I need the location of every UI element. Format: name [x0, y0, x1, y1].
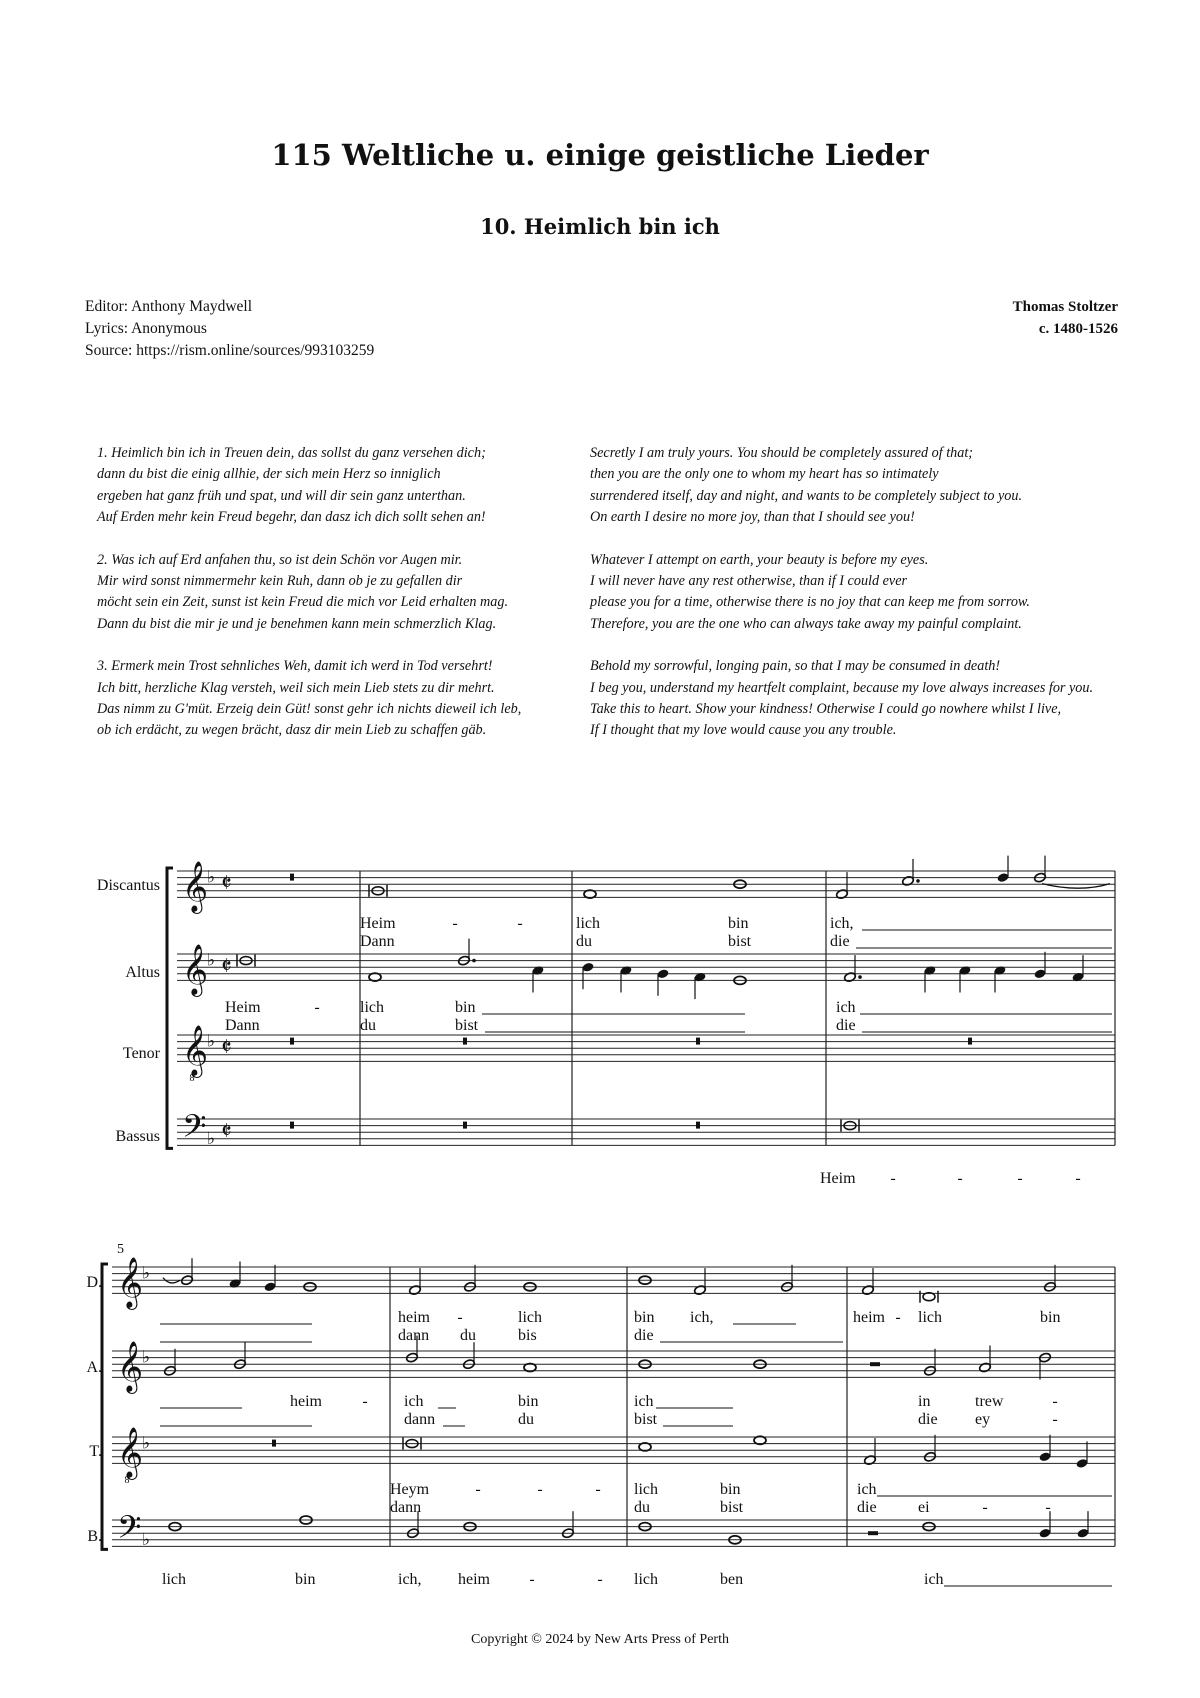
treble-clef-icon: 𝄞: [117, 1342, 144, 1391]
lyric-syllable: ich: [857, 1481, 877, 1498]
lyric-syllable: lich: [518, 1309, 542, 1326]
editor-credit: Editor: Anthony Maydwell: [85, 298, 253, 315]
lyricist-credit: Lyrics: Anonymous: [85, 320, 207, 337]
lyric-syllable: bin: [1040, 1309, 1061, 1326]
lyric-syllable: dann: [404, 1411, 436, 1428]
rest-mark: [290, 1122, 294, 1129]
verse-line: Secretly I am truly yours. You should be completely assured of that;: [590, 445, 974, 461]
verse-line: Behold my sorrowful, longing pain, so that I may be consumed in death!: [590, 658, 1001, 675]
rest-mark: [290, 1038, 294, 1045]
lyric-syllable: -: [1075, 1170, 1081, 1187]
flat-icon: ♭: [206, 1128, 216, 1148]
flat-icon: ♭: [141, 1433, 151, 1453]
lyric-syllable: lich: [918, 1309, 942, 1326]
lyric-syllable: Dann: [225, 1017, 260, 1034]
lyric-syllable: bin: [720, 1481, 741, 1498]
system-bracket: [102, 1264, 108, 1549]
lyric-syllable: -: [1052, 1393, 1058, 1410]
lyric-syllable: -: [452, 915, 458, 932]
lyric-syllable: bist: [720, 1499, 744, 1516]
treble-clef-icon: 𝄞: [182, 1026, 209, 1075]
lyric-syllable: Heim: [360, 915, 396, 932]
lyric-syllable: -: [529, 1571, 535, 1588]
lyric-syllable: lich: [634, 1571, 658, 1588]
treble-clef-icon: 𝄞: [117, 1258, 144, 1307]
lyric-syllable: ich: [924, 1571, 944, 1588]
system-bracket: [167, 868, 173, 1148]
lyric-syllable: ich,: [690, 1309, 714, 1326]
lyric-syllable: heim: [853, 1309, 885, 1326]
flat-icon: ♭: [206, 950, 216, 970]
lyric-syllable: -: [1045, 1499, 1051, 1516]
lyric-syllable: du: [634, 1499, 650, 1516]
verse-line: I beg you, understand my heartfelt complaint, because my love always increases for you.: [590, 679, 1094, 696]
lyric-syllable: -: [1052, 1411, 1058, 1428]
lyric-syllable: -: [957, 1170, 963, 1187]
lyric-syllable: bis: [518, 1327, 537, 1344]
lyric-syllable: ey: [975, 1411, 991, 1428]
rest-mark: [696, 1122, 700, 1129]
lyric-syllable: -: [597, 1571, 603, 1588]
voice-label: Bassus: [115, 1128, 160, 1145]
lyric-syllable: heim: [290, 1393, 322, 1410]
measure-number: 5: [117, 1242, 124, 1257]
lyric-syllable: ei: [918, 1499, 930, 1516]
flat-icon: ♭: [141, 1263, 151, 1283]
dot-mark: [916, 879, 920, 883]
lyric-syllable: bin: [634, 1309, 655, 1326]
rest-mark: [463, 1038, 467, 1045]
rest-mark: [463, 1122, 467, 1129]
lyric-syllable: -: [895, 1309, 901, 1326]
lyric-syllable: -: [362, 1393, 368, 1410]
lyric-syllable: Heim: [225, 999, 261, 1016]
rest-mark: [272, 1440, 276, 1447]
verse-line: Dann du bist die mir je und je benehmen kann mein schmerzlich Klag.: [97, 615, 497, 632]
lyric-syllable: bin: [295, 1571, 316, 1588]
verse-line: ob ich erdächt, zu wegen brächt, dasz dir mein Lieb zu schaffen gäb.: [97, 722, 487, 739]
composer-name: Thomas Stoltzer: [1012, 299, 1118, 315]
half-rest-mark: [870, 1362, 880, 1366]
lyric-syllable: heim: [458, 1571, 490, 1588]
source-link[interactable]: Source: https://rism.online/sources/993103259: [85, 342, 375, 359]
verse-line: then you are the only one to whom my heart has so intimately: [590, 466, 939, 483]
verse-line: Take this to heart. Show your kindness! Otherwise I could go nowhere whilst I live,: [590, 701, 1062, 718]
lyric-syllable: Heim: [820, 1170, 856, 1187]
rest-mark: [290, 874, 294, 881]
lyric-syllable: die: [918, 1411, 938, 1428]
piece-subtitle: 10. Heimlich bin ich: [480, 214, 720, 239]
lyric-syllable: -: [457, 1309, 463, 1326]
lyric-syllable: ich: [634, 1393, 654, 1410]
lyric-syllable: heim: [398, 1309, 430, 1326]
lyric-syllable: -: [890, 1170, 896, 1187]
lyric-syllable: lich: [360, 999, 384, 1016]
lyric-syllable: lich: [634, 1481, 658, 1498]
lyric-syllable: bin: [518, 1393, 539, 1410]
dot-mark: [472, 959, 476, 963]
half-rest-mark: [868, 1531, 878, 1535]
lyric-syllable: ben: [720, 1571, 744, 1588]
verse-line: 1. Heimlich bin ich in Treuen dein, das sollst du ganz versehen dich;: [97, 445, 486, 461]
lyric-syllable: du: [576, 933, 592, 950]
octave-mark: 8: [124, 1475, 130, 1486]
lyric-syllable: -: [537, 1481, 543, 1498]
lyric-syllable: lich: [162, 1571, 186, 1588]
verse-line: Auf Erden mehr kein Freud begehr, dan dasz ich dich sollt sehen an!: [97, 509, 486, 526]
verse-line: 2. Was ich auf Erd anfahen thu, so ist dein Schön vor Augen mir.: [97, 551, 463, 568]
verse-line: dann du bist die einig allhie, der sich mein Herz so inniglich: [97, 466, 441, 483]
bass-clef-icon: 𝄢: [182, 1110, 207, 1152]
voice-label: A.: [86, 1359, 102, 1376]
lyric-syllable: dann: [390, 1499, 422, 1516]
lyric-syllable: bist: [455, 1017, 479, 1034]
verse-line: Whatever I attempt on earth, your beauty is before my eyes.: [590, 551, 929, 568]
composer-dates: c. 1480-1526: [1038, 321, 1118, 337]
flat-icon: ♭: [206, 867, 216, 887]
lyric-syllable: Dann: [360, 933, 395, 950]
dot-mark: [858, 975, 862, 979]
verse-line: please you for a time, otherwise there is no joy that can keep me from sorrow.: [590, 594, 1030, 611]
lyric-syllable: bin: [728, 915, 749, 932]
lyric-syllable: trew: [975, 1393, 1004, 1410]
verse-line: If I thought that my love would cause you any trouble.: [590, 722, 897, 739]
flat-icon: ♭: [141, 1347, 151, 1367]
lyric-syllable: ich: [404, 1393, 424, 1410]
verse-line: I will never have any rest otherwise, than if I could ever: [590, 573, 908, 590]
verse-line: möcht sein ein Zeit, sunst ist kein Freud die mich vor Leid erhalten mag.: [97, 594, 508, 611]
flat-icon: ♭: [206, 1031, 216, 1051]
voice-label: Tenor: [122, 1045, 160, 1062]
lyric-syllable: -: [517, 915, 523, 932]
voice-label: B.: [87, 1528, 102, 1545]
verse-line: Das nimm zu G'müt. Erzeig dein Güt! sonst gehr ich nichts dieweil ich leb,: [97, 701, 522, 718]
rest-mark: [968, 1038, 972, 1045]
lyric-syllable: -: [475, 1481, 481, 1498]
flat-icon: ♭: [141, 1529, 151, 1549]
voice-label: Altus: [125, 964, 160, 981]
lyric-syllable: in: [918, 1393, 931, 1410]
lyric-syllable: ich,: [398, 1571, 422, 1588]
verse-line: Mir wird sonst nimmermehr kein Ruh, dann ob je zu gefallen dir: [97, 573, 463, 590]
lyric-syllable: du: [360, 1017, 376, 1034]
lyric-syllable: -: [982, 1499, 988, 1516]
lyric-syllable: bin: [455, 999, 476, 1016]
lyric-syllable: die: [836, 1017, 856, 1034]
lyric-syllable: -: [314, 999, 320, 1016]
lyric-syllable: -: [1017, 1170, 1023, 1187]
copyright-notice: Copyright © 2024 by New Arts Press of Perth: [471, 1632, 729, 1647]
lyric-syllable: ich,: [830, 915, 854, 932]
treble-clef-icon: 𝄞: [182, 862, 209, 911]
page-title: 115 Weltliche u. einige geistliche Lieder: [271, 138, 929, 172]
lyric-syllable: -: [595, 1481, 601, 1498]
verse-line: On earth I desire no more joy, than that I should see you!: [590, 509, 915, 526]
cut-time-icon: 𝄵: [221, 954, 232, 980]
lyric-syllable: bist: [728, 933, 752, 950]
lyric-syllable: lich: [576, 915, 600, 932]
lyric-syllable: die: [634, 1327, 654, 1344]
lyric-syllable: die: [857, 1499, 877, 1516]
voice-label: Discantus: [96, 877, 160, 894]
bass-clef-icon: 𝄢: [117, 1511, 142, 1553]
cut-time-icon: 𝄵: [221, 871, 232, 897]
verse-line: 3. Ermerk mein Trost sehnliches Weh, damit ich werd in Tod versehrt!: [97, 658, 493, 675]
lyric-syllable: bist: [634, 1411, 658, 1428]
lyric-syllable: Heym: [390, 1481, 430, 1498]
voice-label: D.: [86, 1274, 102, 1291]
verse-line: ergeben hat ganz früh und spat, und will dir sein ganz unterthan.: [97, 487, 466, 504]
treble-clef-icon: 𝄞: [182, 945, 209, 994]
cut-time-icon: 𝄵: [221, 1035, 232, 1061]
lyric-syllable: du: [460, 1327, 476, 1344]
verse-line: Therefore, you are the one who can always take away my painful complaint.: [590, 615, 1022, 632]
lyric-syllable: du: [518, 1411, 534, 1428]
voice-label: T.: [89, 1443, 102, 1460]
octave-mark: 8: [189, 1073, 195, 1084]
verse-line: surrendered itself, day and night, and wants to be completely subject to you.: [590, 487, 1022, 504]
lyric-syllable: dann: [398, 1327, 430, 1344]
lyric-syllable: ich: [836, 999, 856, 1016]
cut-time-icon: 𝄵: [221, 1119, 232, 1145]
lyric-syllable: die: [830, 933, 850, 950]
verse-line: Ich bitt, herzliche Klag versteh, weil sich mein Lieb stets zu dir mehrt.: [97, 679, 495, 696]
treble-clef-icon: 𝄞: [117, 1428, 144, 1477]
rest-mark: [696, 1038, 700, 1045]
